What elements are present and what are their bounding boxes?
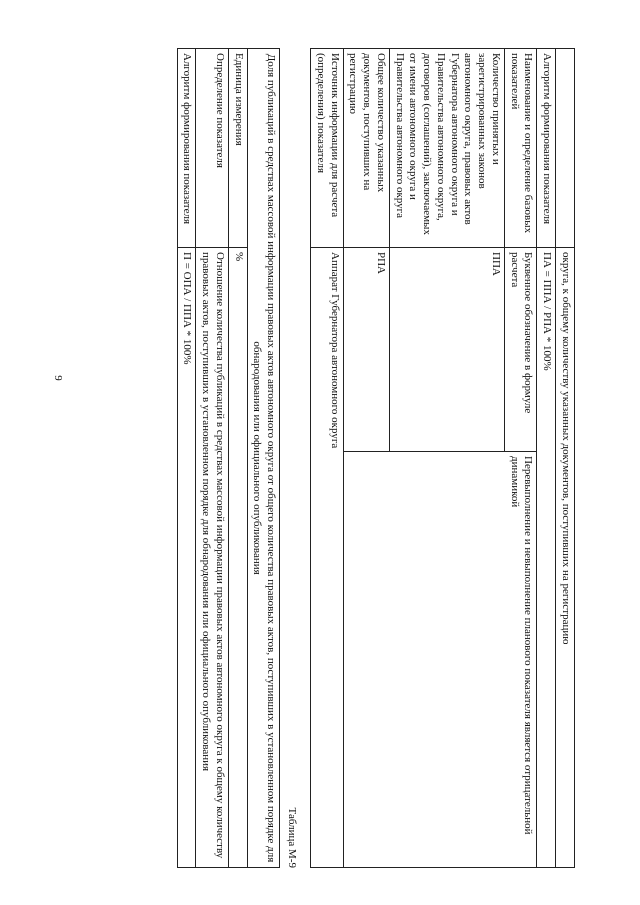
table-row (229, 49, 248, 868)
row-label: Общее количество указанных документов, поступивших на регистрацию (343, 49, 389, 248)
indicator-table-m8 (310, 48, 575, 868)
continuation-text: округа, к общему количеству указанных документов, поступивших на регистрацию (556, 248, 575, 868)
row-value: П = ОПА / ППА * 100% (177, 248, 196, 868)
row-value: ПА = ППА / РПА * 100% (537, 248, 556, 868)
row-label: Количество принятых и зарегистрированных законов автономного округа, правовых актов Губернатора автономного округа и Правительства автономного округа, договоров (соглашений), заключаемых от имени автономного округа и Правительства автономного округа (390, 49, 505, 248)
row-value: Аппарат Губернатора автономного округа (311, 248, 344, 868)
table-row (196, 49, 229, 868)
table-row (556, 49, 575, 868)
row-value: ППА (390, 248, 505, 452)
document-body (177, 48, 575, 868)
rotated-document-content (177, 48, 575, 868)
row-label: Наименование и определение базовых показателей (505, 49, 538, 248)
table-row (537, 49, 556, 868)
row-label: Определение показателя (196, 49, 229, 248)
row-value: Отношение количества публикаций в средствах массовой информации правовых актов автономного округа к общему количеству правовых актов, поступивших в установленном порядке для обнародования или официального опубликования (196, 248, 229, 868)
page-number: 9 (52, 375, 64, 381)
table-row (177, 49, 196, 868)
row-value: РПА (343, 248, 389, 452)
row-note: Перевыполнение и невыполнение планового показателя является отрицательной динамикой (343, 452, 537, 868)
row-value: Буквенное обозначение в формуле расчета (505, 248, 538, 452)
table-label: Таблица М-9 (286, 807, 299, 868)
row-value: % (229, 248, 248, 868)
table-row (247, 49, 280, 868)
row-label: Единица измерения (229, 49, 248, 248)
indicator-table-m9 (177, 48, 281, 868)
table-title: Доля публикаций в средствах массовой информации правовых актов автономного округа от общего количества правовых актов, поступивших в установленном порядке для обнародования или официального опубликования (247, 49, 280, 868)
row-label: Алгоритм формирования показателя (537, 49, 556, 248)
table-row (311, 49, 344, 868)
table-cell-empty (556, 49, 575, 248)
table-row (505, 49, 538, 868)
row-label: Алгоритм формирования показателя (177, 49, 196, 248)
row-label: Источник информации для расчета (определения) показателя (311, 49, 344, 248)
